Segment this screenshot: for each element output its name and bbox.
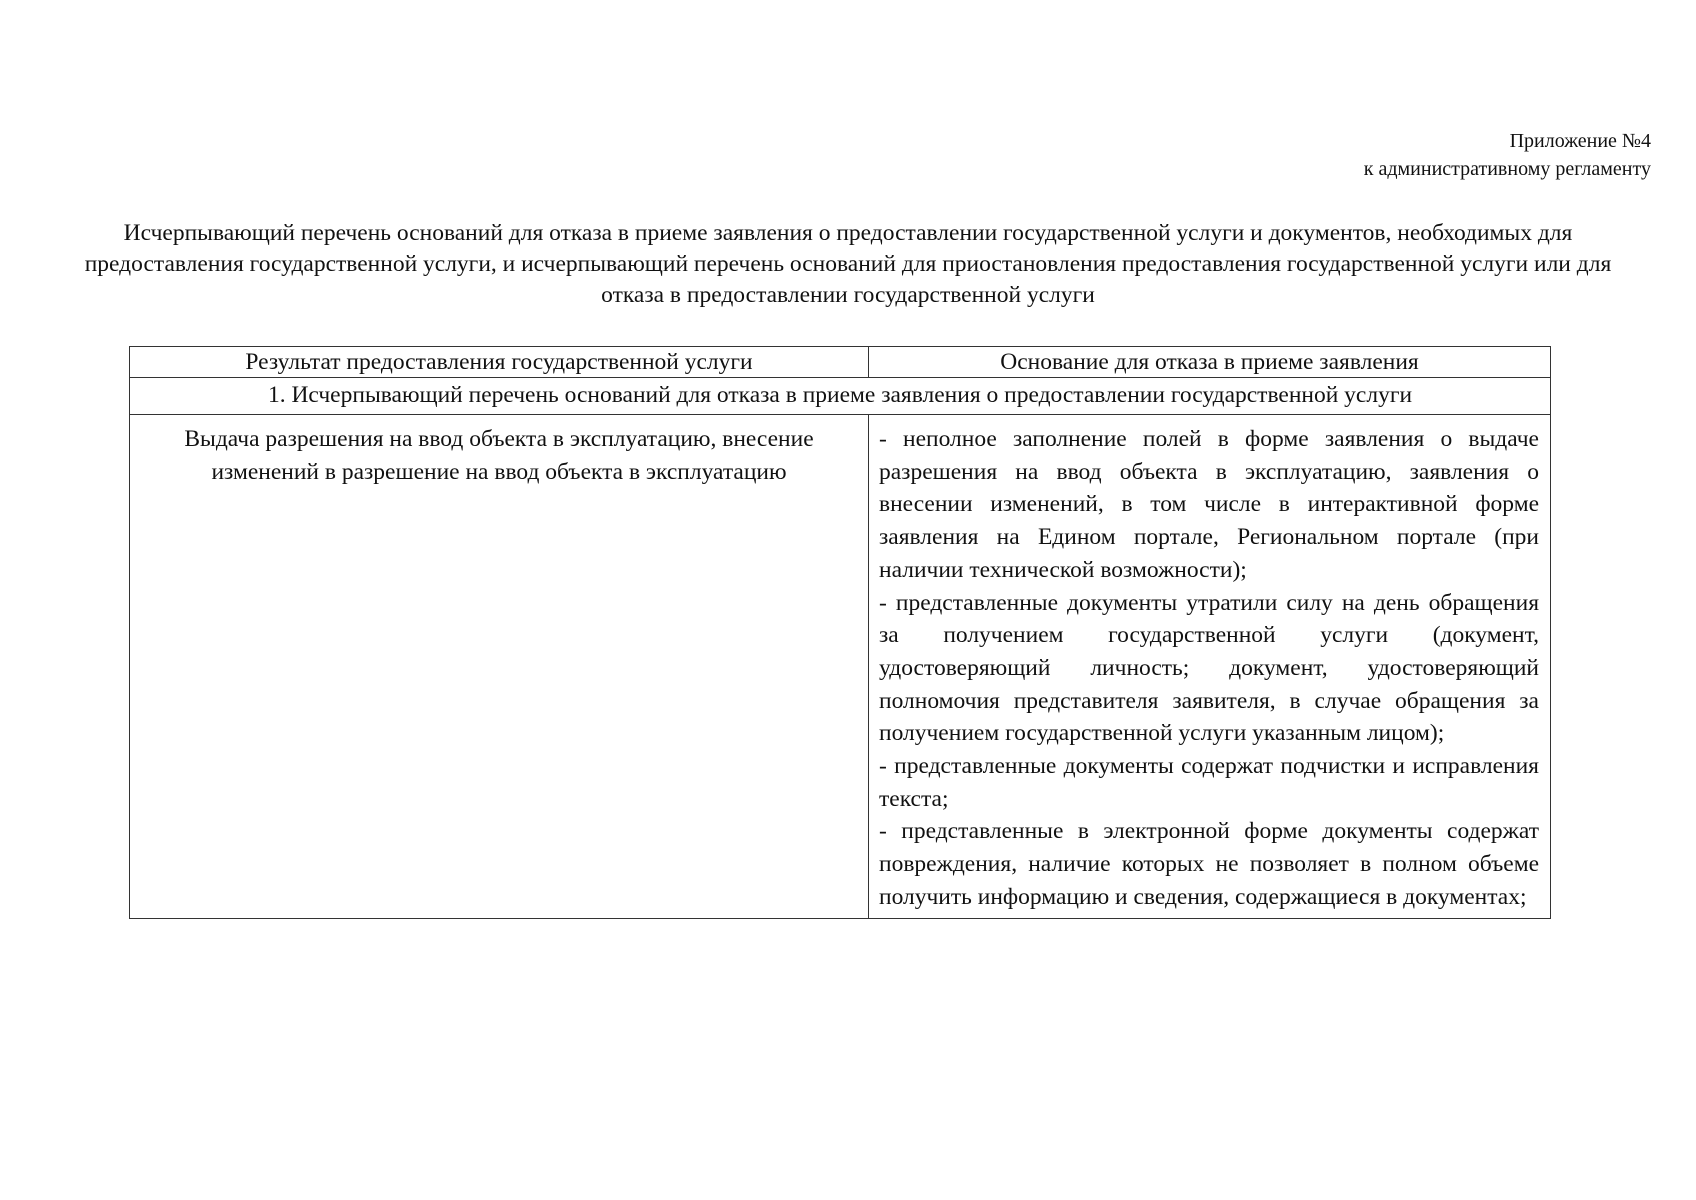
appendix-header (1364, 127, 1651, 183)
header-grounds: Основание для отказа в приеме заявления (869, 347, 1551, 378)
header-result: Результат предоставления государственной услуги (130, 347, 869, 378)
ground-item-damaged-electronic-docs: - представленные в электронной форме документы содержат повреждения, наличие которых не позволяет в полном объеме получить информацию и сведения, содержащиеся в документах; (879, 818, 1539, 910)
ground-item-incomplete-fields: - неполное заполнение полей в форме заявления о выдаче разрешения на ввод объекта в эксплуатацию, заявления о внесении изменений, в том числе в интерактивной форме заявления на Едином портале, Региональном портале (при наличии технической возможности); (879, 426, 1539, 583)
grounds-table (129, 346, 1551, 919)
ground-item-erasures: - представленные документы содержат подчистки и исправления текста; (879, 753, 1539, 812)
appendix-number: Приложение №4 (1509, 130, 1651, 152)
section-title: 1. Исчерпывающий перечень оснований для отказа в приеме заявления о предоставлении государственной услуги (130, 378, 1551, 415)
ground-item-expired-documents: - представленные документы утратили силу на день обращения за получением государственной услуги (документ, удостоверяющий личность; документ, удостоверяющий полномочия представителя заявителя, в случае обращения за получением государственной услуги указанным лицом); (879, 589, 1539, 747)
table-row (130, 415, 1551, 919)
appendix-reference: к административному регламенту (1363, 158, 1651, 180)
section-row (130, 378, 1551, 415)
document-title: Исчерпывающий перечень оснований для отказа в приеме заявления о предоставлении государственной услуги и документов, необходимых для предоставления государственной услуги, и исчерпывающий перечень оснований для приостановления предоставления государственной услуги или для отказа в предоставлении государственной услуги (84, 220, 1612, 308)
refusal-grounds (869, 415, 1551, 919)
table-header-row (130, 347, 1551, 378)
service-result: Выдача разрешения на ввод объекта в эксплуатацию, внесение изменений в разрешение на ввод объекта в эксплуатацию (130, 415, 869, 919)
